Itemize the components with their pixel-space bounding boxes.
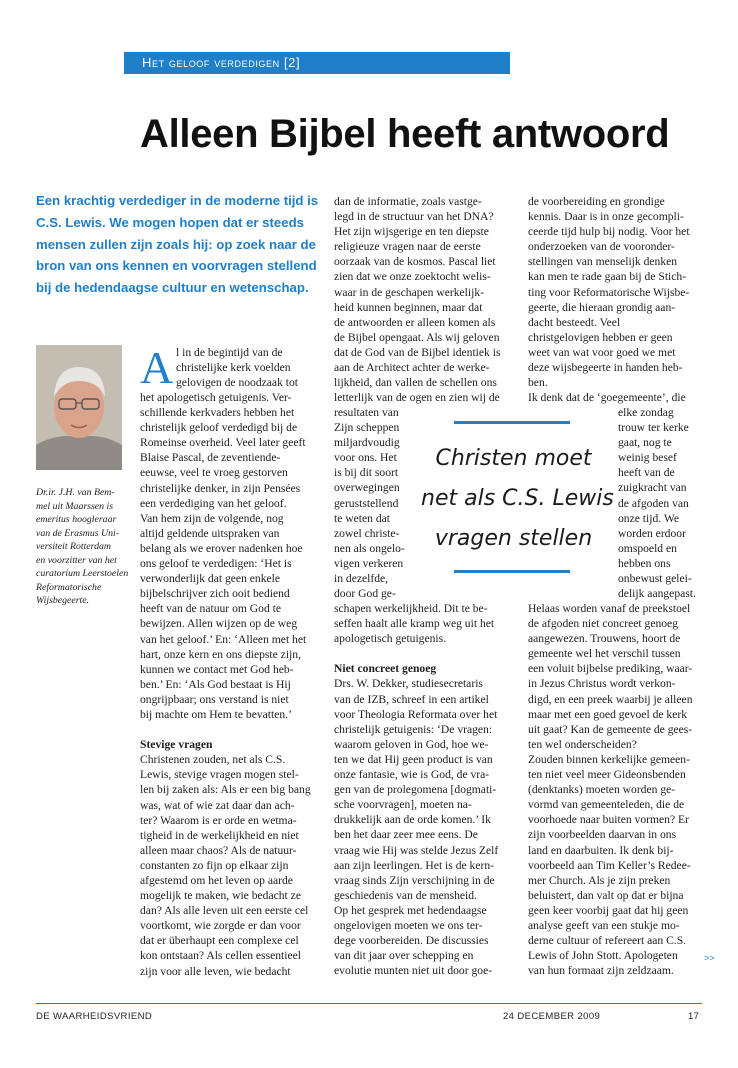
column-3-top — [528, 194, 690, 405]
text-line: verwonderlijk dat geen enkele — [140, 572, 281, 586]
text-line: stellingen van menselijk denken — [528, 255, 678, 269]
text-line: dat de God van de Bijbel identiek is — [334, 345, 501, 359]
caption-line: emeritus hoogleraar — [36, 514, 117, 525]
paragraph-gap — [334, 646, 498, 661]
paragraph-gap — [140, 722, 311, 737]
text-line: gelovigen de noodzaak tot — [176, 376, 299, 390]
text-line: letterlijk van de ogen en zien wij de — [334, 391, 500, 405]
text-line: dacht besteedt. Veel — [528, 315, 621, 329]
text-line: bijbelschrijver zich ooit bediend — [140, 587, 290, 601]
footer-publication: DE WAARHEIDSVRIEND — [36, 1011, 153, 1022]
text-line: zijn voor alle leven, wie bedacht — [140, 964, 291, 978]
text-line: gaat, nog te — [618, 436, 672, 450]
text-line: ons geloof te verdedigen: ‘Het is — [140, 557, 292, 571]
text-line: de antwoorden er alleen komen als — [334, 315, 496, 329]
text-line: kon ontstaan? Als cellen essentieel — [140, 949, 301, 963]
footer-date: 24 DECEMBER 2009 — [503, 1011, 601, 1022]
text-line: ben het daar zeer mee eens. De — [334, 828, 478, 842]
text-line: Zouden binnen kerkelijke gemeen- — [528, 752, 690, 766]
text-line: ten we dat Hij geen product is van — [334, 752, 493, 766]
text-line: mogelijk te maken, wie bedacht ze — [140, 889, 301, 903]
column-1-intro — [176, 345, 298, 390]
text-line: van de IZB, schreef in een artikel — [334, 692, 489, 706]
text-line: christelijk geloof verdedigd bij de — [140, 421, 298, 435]
pull-quote-bottom-rule — [454, 570, 570, 573]
text-line: Lewis of John Stott. Apologeten — [528, 949, 678, 963]
text-line: het apologetisch getuigenis. Ver- — [140, 391, 292, 404]
text-line: Van hem zijn de volgende, nog — [140, 511, 284, 525]
text-line: in dezelfde, — [334, 572, 389, 586]
text-line: gemeente wel het verschil tussen — [528, 647, 681, 661]
text-line: dan? Als alle leven uit een eerste cel — [140, 904, 309, 918]
caption-line: en voorzitter van het — [36, 554, 117, 566]
text-line: schapen werkelijkheid. Dit te be- — [334, 602, 488, 615]
text-line: waarom geloven in God, hoe we- — [334, 737, 489, 751]
caption-line: Reformatorische — [36, 581, 102, 593]
text-line: christelijk getuigenis: ‘De vragen: — [334, 722, 493, 736]
text-line: de voorbereiding en grondige — [528, 195, 665, 208]
article-lead — [36, 190, 326, 299]
text-line: ben. — [528, 376, 548, 390]
text-line: weinig besef — [618, 451, 677, 465]
text-line: kennis. Daar is in onze gecompli- — [528, 210, 684, 224]
column-2-top — [334, 194, 500, 405]
pull-quote-line: vragen stellen — [434, 526, 593, 551]
text-line: aan de Architect achter de werke- — [334, 361, 490, 375]
text-line: nen als ongelo- — [334, 541, 405, 555]
text-line: Christenen zouden, net als C.S. — [140, 753, 286, 767]
section-label: Het geloof verdedigen [2] — [142, 55, 301, 70]
text-line: onderzoeken van de vooronder- — [528, 240, 675, 254]
text-line: geerte, die hieraan grondig aan- — [528, 300, 676, 314]
text-line: lijkheid, dan vallen de schellen ons — [334, 376, 497, 390]
text-line: sche voorvragen], moeten na- — [334, 798, 472, 812]
text-line: religieuze vragen naar de eerste — [334, 240, 481, 254]
text-line: hebben ons — [618, 556, 671, 570]
column-3-bottom — [528, 601, 693, 978]
pull-quote-line: net als C.S. Lewis — [421, 486, 614, 511]
text-line: alleen maar chaos? Als de natuur- — [140, 843, 297, 857]
text-line: heeft van de natuur om God te — [140, 602, 282, 616]
author-portrait-graphic — [36, 345, 122, 470]
text-line: ting voor Reformatorische Wijsbe- — [528, 285, 690, 299]
lead-line: mensen zullen zijn zoals hij: op zoek naar de — [36, 236, 316, 252]
text-line: vigen verkeren — [334, 556, 404, 570]
text-line: elke zondag — [618, 406, 674, 419]
text-line: seffen haalt alle kramp weg uit het — [334, 617, 495, 631]
text-line: ter? Waarom is er orde en wetma- — [140, 813, 297, 827]
text-line: in Jezus Christus wordt verkon- — [528, 677, 676, 691]
text-line: belang als we erover nadenken hoe — [140, 541, 303, 555]
text-line: afgestemd om het leven op aarde — [140, 874, 293, 887]
text-line: Helaas worden vanaf de preekstoel — [528, 602, 691, 615]
lead-line: C.S. Lewis. We mogen hopen dat er steeds — [36, 214, 304, 230]
subheading: Stevige vragen — [140, 738, 213, 752]
text-line: voortkomt, wie zorgde er dan voor — [140, 919, 301, 933]
text-line: Ik denk dat de ‘goegemeente’, die — [528, 391, 686, 405]
text-line: Zijn scheppen — [334, 421, 400, 435]
text-line: heeft van de — [618, 466, 675, 480]
caption-line: mel uit Maarssen is — [36, 500, 114, 512]
text-line: miljardvoudig — [334, 436, 400, 450]
text-line: drukkelijk aan de orde komen.’ Ik — [334, 813, 491, 827]
article-title: Alleen Bijbel heeft antwoord — [140, 112, 670, 156]
text-line: len bij zaken als: Als er een big bang — [140, 783, 311, 797]
text-line: dan de informatie, zoals vastge- — [334, 195, 482, 208]
text-line: oorzaak van de kosmos. Pascal liet — [334, 255, 496, 269]
text-line: eeuwse, veel te vroeg gestorven — [140, 466, 288, 480]
text-line: vraag wie Hij was stelde Jezus Zelf — [334, 843, 499, 857]
text-line: land en daarbuiten. Ik denk bij- — [528, 843, 674, 857]
text-line: was, wat of wie zat daar dan ach- — [140, 798, 295, 812]
column-2-wrap — [334, 405, 405, 601]
pull-quote-line: Christen moet — [435, 446, 592, 471]
text-line: geschiedenis van de mensheid. — [334, 888, 477, 902]
text-line: vraag sinds Zijn verschijning in de — [334, 873, 495, 887]
text-line: een voluit bijbelse prediking, waar- — [528, 662, 693, 676]
text-line: gen van de prolegomena [dogmati- — [334, 783, 497, 797]
lead-line: bij de hedendaagse cultuur en wetenschap. — [36, 280, 309, 296]
text-line: dat er überhaupt een complexe cel — [140, 934, 299, 948]
text-line: beluistert, dan valt op dat er bijna — [528, 888, 684, 902]
text-line: Op het gesprek met hedendaagse — [334, 903, 487, 917]
text-line: geruststellend — [334, 496, 399, 510]
author-photo — [36, 345, 122, 470]
text-line: kunnen we contact met God heb- — [140, 662, 294, 676]
text-line: deze wijsbegeerte in handen heb- — [528, 361, 683, 375]
text-line: aangewezen. Trouwens, hoort de — [528, 632, 681, 646]
text-line: maar met een goed gevoel de kerk — [528, 707, 688, 721]
pull-quote — [421, 421, 614, 573]
text-line: ten niet veel meer Gideonsbenden — [528, 768, 686, 782]
text-line: is bij dit soort — [334, 466, 399, 480]
text-line: Blaise Pascal, de zeventiende- — [140, 451, 281, 465]
text-line: mer Church. Als je zijn preken — [528, 873, 671, 887]
continue-marker: >> — [704, 953, 715, 963]
text-line: analyse geeft van een stukje mo- — [528, 918, 680, 932]
text-line: vormd van gemeenteleden, die de — [528, 798, 685, 812]
text-line: de Bijbel opengaat. Als wij geloven — [334, 330, 500, 344]
text-line: ben.’ En: ‘Als God bestaat is Hij — [140, 677, 291, 691]
footer-divider — [36, 1003, 702, 1004]
text-line: resultaten van — [334, 406, 399, 419]
text-line: te weten dat — [334, 511, 391, 525]
caption-line: van de Erasmus Uni- — [36, 527, 119, 539]
column-3-wrap — [618, 405, 696, 601]
pull-quote-top-rule — [454, 421, 570, 424]
text-line: Lewis, stevige vragen mogen stel- — [140, 768, 299, 782]
text-line: derne cultuur of refereert aan C.S. — [528, 934, 687, 948]
text-line: tigheid in de werkelijkheid en niet — [140, 828, 299, 842]
text-line: christelijke denker, in zijn Pensées — [140, 481, 301, 495]
text-line: voor Theologia Reformata over het — [334, 707, 498, 721]
section-banner — [124, 52, 510, 74]
text-line: zien dat we onze zoektocht welis- — [334, 270, 491, 284]
text-line: voorhoede naar buiten vormen? Er — [528, 813, 689, 827]
lead-line: bron van ons kennen en voorvragen stellend — [36, 258, 317, 274]
text-line: delijk aangepast. — [618, 587, 696, 601]
footer-page-number: 17 — [688, 1011, 700, 1022]
text-line: altijd geldende uitspraken van — [140, 526, 280, 540]
text-line: voorbeeld aan Tim Keller’s Redee- — [528, 858, 691, 872]
text-line: bewijzen. Allen wijzen op de weg — [140, 617, 298, 631]
text-line: zuigkracht van — [618, 481, 687, 495]
caption-line: Dr.ir. J.H. van Bem- — [36, 487, 115, 498]
text-line: (denktanks) moeten worden ge- — [528, 783, 676, 797]
text-line: zowel christe- — [334, 526, 400, 540]
text-line: worden erdoor — [618, 526, 686, 540]
text-line: ten wel onderscheiden? — [528, 737, 637, 751]
text-line: digd, en een preek waarbij je alleen — [528, 692, 693, 706]
caption-line: versiteit Rotterdam — [36, 541, 112, 552]
text-line: evolutie munten niet uit door goe- — [334, 964, 493, 978]
text-line: omspoeld en — [618, 541, 677, 555]
text-line: weet van wat voor goed we met — [528, 345, 676, 359]
text-line: christelijke kerk voelden — [176, 361, 291, 375]
text-line: de afgoden niet concreet genoeg — [528, 617, 678, 631]
text-line: Drs. W. Dekker, studiesecretaris — [334, 677, 483, 691]
text-line: van hun formaat zijn zeldzaam. — [528, 964, 674, 978]
text-line: uit gaat? Kan de gemeente de gees- — [528, 722, 693, 736]
text-line: ongelovigen moeten we ons ter- — [334, 918, 483, 932]
text-line: onze tijd. We — [618, 511, 679, 525]
text-line: ceerde tijd hulp bij nodig. Voor het — [528, 225, 690, 239]
text-line: van het geloof.’ En: ‘Alleen met het — [140, 632, 307, 646]
text-line: trouw ter kerke — [618, 421, 689, 435]
text-line: bij machte om Hem te bevatten.’ — [140, 707, 292, 721]
text-line: christgelovigen hebben er geen — [528, 330, 673, 344]
text-line: zijn voorbeelden daarvan in ons — [528, 828, 677, 842]
text-line: apologetisch getuigenis. — [334, 632, 447, 646]
text-line: dege voorbereiden. De discussies — [334, 934, 489, 948]
text-line: geen keer voorbij gaat dat hij geen — [528, 903, 689, 917]
text-line: heid kunnen beginnen, maar dat — [334, 300, 483, 314]
text-line: ongrijpbaar; ons verstand is niet — [140, 692, 289, 706]
text-line: schillende kerkvaders hebben het — [140, 406, 295, 420]
text-line: legd in de structuur van het DNA? — [334, 210, 494, 224]
text-line: door God ge- — [334, 587, 396, 601]
text-line: l in de begintijd van de — [176, 346, 283, 359]
text-line: voor ons. Het — [334, 451, 397, 465]
caption-line: curatorium Leerstoelen — [36, 568, 129, 579]
author-caption — [36, 486, 129, 608]
text-line: constanten zo fijn op elkaar zijn — [140, 858, 289, 872]
text-line: een verdediging van het geloof. — [140, 496, 287, 510]
text-line: de afgoden van — [618, 496, 689, 510]
text-line: waar in de geschapen werkelijk- — [334, 285, 485, 299]
text-line: kan men te rade gaan bij de Stich- — [528, 270, 687, 284]
text-line: van dit jaar over schepping en — [334, 949, 474, 963]
subheading: Niet concreet genoeg — [334, 662, 437, 676]
text-line: Romeinse overheid. Veel later geeft — [140, 436, 306, 450]
text-line: Het zijn wijsgerige en ten diepste — [334, 225, 489, 239]
text-line: hart, onze kern en ons diepste zijn, — [140, 647, 301, 661]
lead-line: Een krachtig verdediger in de moderne tijd is — [36, 193, 319, 208]
column-2-bottom — [334, 601, 498, 978]
text-line: onbewust gelei- — [618, 572, 692, 586]
column-1 — [140, 390, 311, 979]
drop-cap: A — [140, 342, 174, 393]
text-line: overwegingen — [334, 481, 400, 495]
caption-line: Wijsbegeerte. — [36, 595, 90, 606]
text-line: onze fantasie, wie is God, de vra- — [334, 768, 490, 782]
text-line: aan zijn leerlingen. Het is de kern- — [334, 858, 494, 872]
